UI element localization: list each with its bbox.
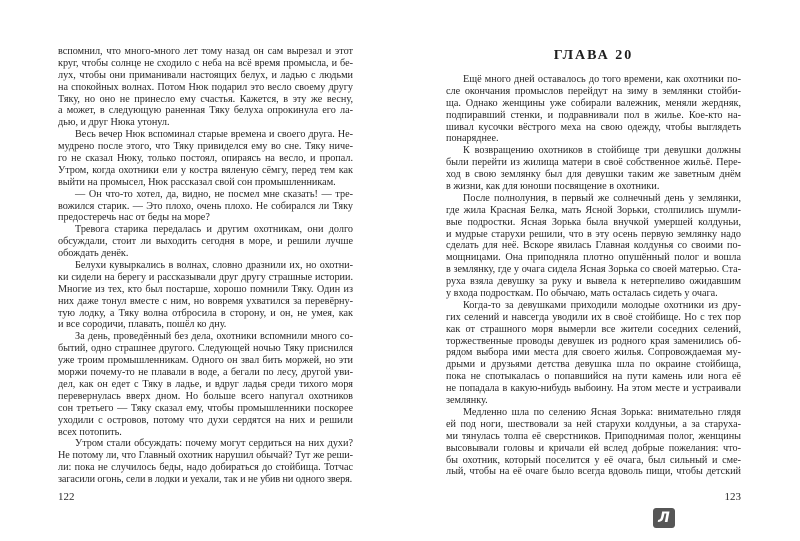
paragraph	[446, 145, 741, 193]
text-line: Ещё много дней оставалось до того времени, как охотники по-	[463, 74, 741, 85]
text-line: Утром, когда охотники ели у костра вяленую сёмгу, перед тем как	[58, 164, 353, 176]
text-line: подпиравший стенки, и подравнивали пол в жилье. Кое-кто на-	[446, 109, 741, 121]
text-line: сле окончания промыслов перейдут на зиму в землянки стойби-	[446, 85, 741, 97]
text-line: тую лодку, а Тяку волна отбросила в сторону, и он, не умея, как	[58, 307, 353, 319]
text-line: лух, чтобы они приманивали настоящих белух, и ладью с людьми	[58, 69, 353, 81]
text-line: обождать денёк.	[58, 248, 129, 260]
text-line: землянку.	[446, 395, 488, 407]
text-line: бы охотник, который поселится у её очага, был сильный и сме-	[446, 454, 741, 466]
text-line: у входа подросткам. По обычаю, мать осталась сидеть у очага.	[446, 288, 718, 300]
text-line: не попадала в какую-нибудь выбоину. На этом месте и устраивали	[446, 383, 741, 395]
text-line: дел, как он едет с Тяку в ладье, и вдруг ладья среди тихого моря	[58, 378, 353, 390]
text-line: К возвращению охотников в стойбище три девушки должны	[463, 145, 741, 157]
text-line: были перейти из жилища матери в своё собственное жильё. Пере-	[446, 157, 741, 169]
text-line: гих селений и навсегда уводили их в своё стойбище. Но с тех пор	[446, 311, 741, 323]
text-line: ки сидели на берегу и рассказывали друг другу страшные истории.	[58, 271, 353, 283]
text-line: круг, чтобы солнце не сходило с неба на всё время промысла, и бе-	[58, 57, 353, 69]
text-line: в землянку, где у очага сидела Ясная Зорька со своей матерью. Ста-	[446, 264, 741, 276]
text-line: вожился старик. — Это плохо, очень плохо. Не собирался ли Тяку	[58, 200, 353, 212]
text-line: вспомнил, что много-много лет тому назад он сам вырезал и этот	[58, 46, 353, 57]
paragraph	[58, 129, 353, 188]
text-line: загасили огонь, сели в лодки и уехали, так и не убив ни одного зверя.	[58, 474, 353, 486]
text-line: За день, проведённый без дела, охотники вспомнили много со-	[75, 331, 353, 343]
text-line: Весь вечер Нюк вспоминал старые времена и своего друга. Не-	[75, 129, 353, 141]
text-line: мощницами. Она приподняла плотно опушённый полог и вошла	[446, 252, 741, 264]
text-line: ща. Однако женщины уже собирали валежник, меняли жердняк,	[446, 97, 741, 109]
text-line: мудрено после этого, что Тяку привиделся ему во сне. Тяку ниче-	[58, 141, 353, 153]
text-line: сделать для неё. Вскоре явилась Главная колдунья со своими по-	[446, 240, 741, 252]
text-line: высовывали головы и кричали ей вслед добрые пожелания: что-	[446, 442, 741, 454]
text-line: — Он что-то хотел, да, видно, не посмел мне сказать! — тре-	[75, 188, 353, 200]
text-line: ли: пока не случилось беды, надо добираться до стойбища. Тотчас	[58, 462, 353, 474]
text-line: выйти на промысел, Нюк рассказал свой сон промышленникам.	[58, 176, 336, 188]
text-line: рядом выбора ими места для своего жилья. Сопровождаемая му-	[446, 347, 741, 359]
paragraph	[58, 260, 353, 331]
text-line: Тревога старика передалась и другим охотникам, они долго	[75, 224, 353, 236]
left-page-text	[58, 46, 353, 486]
text-line: в жизни, как для юноши посвящение в охотники.	[446, 181, 660, 193]
paragraph	[58, 46, 353, 129]
right-page	[400, 0, 800, 541]
text-line: уже троим промышленникам. Одного он звал бить моржей, но эти	[58, 355, 353, 367]
text-line: шивал кусочки вёстрого меха на свою одежду, чтобы выглядеть	[446, 121, 741, 133]
text-line: После полнолуния, в первый же солнечный день у землянки,	[463, 192, 741, 204]
text-line: уходили с островов, потому что духи сердятся на них и решили	[58, 414, 353, 426]
paragraph	[446, 193, 741, 300]
paragraph	[58, 331, 353, 438]
text-line: Медленно шла по селению Ясная Зорька: внимательно глядя	[463, 406, 741, 418]
text-line: моржи почему-то не плавали в воде, а бегали по лесу, другой уви-	[58, 367, 353, 379]
text-line: и мудрые старухи решили, что в эту осень первую землянку надо	[446, 228, 741, 240]
paragraph	[58, 189, 353, 225]
paragraph	[446, 300, 741, 407]
text-line: на спокойных волнах. Потом Нюк подарил это весло своему другу	[58, 81, 353, 93]
paragraph	[58, 224, 353, 260]
text-line: дью, и друг Нюка утонул.	[58, 117, 170, 129]
page-number-left: 122	[58, 491, 75, 503]
text-line: понаряднее.	[446, 133, 499, 145]
text-line: Не потому ли, что Главный охотник нарушил обычай? Тут же реши-	[58, 450, 353, 462]
text-line: Когда-то за девушками приходили молодые охотники из дру-	[463, 299, 741, 311]
text-line: перевернулась вверх дном. Но больше всего напугал охотников	[58, 390, 353, 402]
text-line: и все сородичи, плавать, пошёл ко дну.	[58, 319, 227, 331]
text-line: как от страшного моря вымерли все жители соседних селений,	[446, 323, 741, 335]
paragraph	[446, 407, 741, 478]
text-line: предостеречь нас от беды на море?	[58, 212, 210, 224]
text-line: обсуждали, стоит ли выходить сегодня в море, и решили лучше	[58, 236, 353, 248]
text-line: а может, в следующую раненная Тяку белуха опрокинула его ла-	[58, 105, 353, 117]
text-line: них даже тонул вместе с ним, но вовремя ухватился за перевёрну-	[58, 295, 353, 307]
text-line: Утром стали обсуждать: почему могут сердиться на них духи?	[75, 438, 353, 450]
text-line: го не сказал Нюку, только постоял, опираясь на весло, и пропал.	[58, 153, 353, 165]
text-line: Многие из тех, кто был постарше, хорошо помнили Тяку. Один из	[58, 283, 353, 295]
text-line: где жила Красная Белка, мать Ясной Зорьки, столпились шумли-	[446, 204, 741, 216]
text-line: ход в свою землянку был для девушки таким же заветным днём	[446, 169, 741, 181]
text-line: Белухи кувыркались в волнах, словно дразнили их, но охотни-	[75, 260, 353, 272]
text-line: Тяку, но оно не принесло ему счастья. Кажется, в эту же весну,	[58, 93, 353, 105]
text-line: бытий, одно страшнее другого. Следующей ночью Тяку приснился	[58, 343, 353, 355]
publisher-logo-icon[interactable]: Л	[653, 508, 675, 528]
text-line: торжественные проводы девушек из родного края заменились об-	[446, 335, 741, 347]
text-line: руха взяла девушку за руку и вывела к нетерпеливо ожидавшим	[446, 276, 741, 288]
text-line: дрыми и друзьями детства девушка шла по окраине стойбища,	[446, 359, 741, 371]
page-number-right: 123	[724, 491, 741, 503]
right-page-text	[446, 74, 741, 478]
text-line: ей под ноги, шествовали за ней старухи колдуньи, а за старуха-	[446, 418, 741, 430]
text-line: ми тянулась толпа её сверстников. Приподнимая полог, женщины	[446, 430, 741, 442]
text-line: сон третьего — Тяку сказал ему, чтобы промышленники поскорее	[58, 402, 353, 414]
paragraph	[446, 74, 741, 145]
text-line: лый, чтобы на её очаге было всегда вдоволь пищи, чтобы детский	[446, 466, 741, 478]
chapter-title: ГЛАВА 20	[553, 48, 634, 63]
text-line: вые подростки. Ясная Зорька была внучкой умершей колдуньи,	[446, 216, 741, 228]
text-line: пока не спотыкалась о попавшийся на пути камень или нога её	[446, 371, 741, 383]
paragraph	[58, 438, 353, 486]
text-line: всех потопить.	[58, 426, 122, 438]
